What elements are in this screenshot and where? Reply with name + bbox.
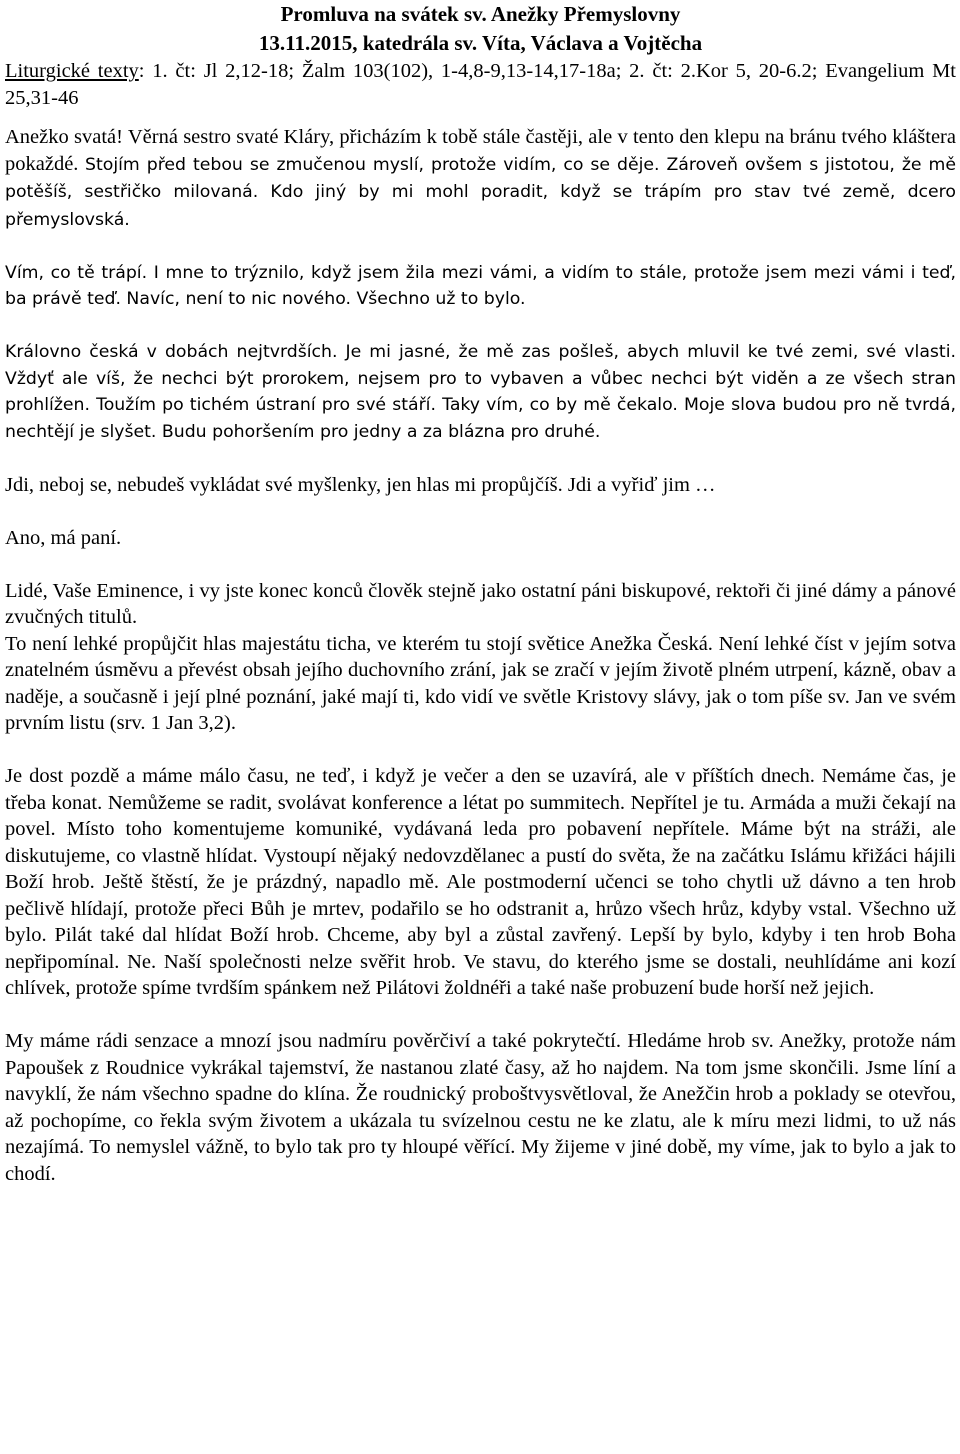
paragraph-7: Je dost pozdě a máme málo času, ne teď, i když je večer a den se uzavírá, ale v příštích dnech. Nemáme čas, je třeba konat. Nemůžeme se radit, svolávat konference a létat po summitech. Nepřítel je tu. Armáda a muži čekají na povel. Místo toho komentujeme komuniké, vydávaná leda pro pobavení nepřítele. Máme být na stráži, ale diskutujeme, co vlastně hlídat. Vystoupí nějaký nedovzdělanec a pustí do světa, že na začátku Islámu křižáci hájili Boží hrob. Ještě štěstí, že je prázdný, napadlo mě. Ale postmoderní učenci se toho chytli už dávno a ten hrob pečlivě hlídají, protože přeci Bůh je mrtev, podařilo se ho odstranit a, hrůzo všech hrůz, kdyby vstal. Všechno už bylo. Pilát také dal hlídat Boží hrob. Chceme, aby byl a zůstal zavřený. Lepší by bylo, kdyby i ten hrob Boha nepřipomínal. Ne. Naší společnosti nelze svěřit hrob. Ve stavu, do kterého jsme se dostali, neuhlídáme ani kozí chlívek, protože spíme tvrdším spánkem než Pilátovi žoldnéři a také naše probuzení bude horší než jejich.: [5, 765, 956, 999]
paragraph-2: Vím, co tě trápí. I mne to trýznilo, když jsem žila mezi vámi, a vidím to stále, protože jsem mezi vámi i teď, ba právě teď. Navíc, není to nic nového. Všechno už to bylo.: [5, 262, 956, 309]
paragraph-4: Jdi, neboj se, nebudeš vykládat své myšlenky, jen hlas mi propůjčíš. Jdi a vyřiď jim …: [5, 473, 716, 496]
paragraph-1-sans: Stojím před tebou se zmučenou myslí, protože vidím, co se děje. Zároveň ovšem s jistotou, že mě potěšíš, sestřičko milovaná. Kdo jiný by mi mohl poradit, když se trápím pro stav tvé země, dcero přemyslovská.: [5, 154, 956, 230]
paragraph-6b: To není lehké propůjčit hlas majestátu ticha, ve kterém tu stojí světice Anežka Česká. Není lehké číst v jejím sotva znatelném úsměvu a převést obsah jejího duchovního zrání, jak se zračí v jejím životě plném utrpení, kázně, obav a naděje, a současně i její plné poznání, jaké mají ti, kdo vidí ve světle Kristovy slávy, jak o tom píše sv. Jan ve svém prvním listu (srv. 1 Jan 3,2).: [5, 632, 956, 734]
paragraph-5: Ano, má paní.: [5, 526, 122, 549]
liturgy-label: Liturgické texty: [5, 60, 139, 82]
liturgy-text: : 1. čt: Jl 2,12-18; Žalm 103(102), 1-4,8-9,13-14,17-18a; 2. čt: 2.Kor 5, 20-6.2; Evangelium Mt 25,31-46: [5, 60, 956, 109]
paragraph-1-serif: Anežko svatá! Věrná sestro svaté Kláry, přicházím k tobě stále častěji, ale v tento den klepu na bránu tvého kláštera pokaždé.: [5, 126, 956, 175]
paragraph-8: My máme rádi senzace a mnozí jsou nadmíru pověrčiví a také pokrytečtí. Hledáme hrob sv. Anežky, protože nám Papoušek z Roudnice vykrákal tajemství, že nastanou zlaté časy, až ho najdem. Na tom jsme skončili. Jsme líní a navyklí, že nám všechno spadne do klína. Že roudnický proboštvysvětloval, že Anežčin hrob a poklady se otevřou, až pochopíme, co řekla svým životem a ukázala tu svízelnou cestu ne ke zlatu, ale k míru mezi lidmi, to už nás nezajímá. To nemyslel vážně, to bylo tak pro ty hloupé věřící. My žijeme v jiné době, my víme, jak to bylo a jak to chodí.: [5, 1030, 956, 1185]
title-line-1: Promluva na svátek sv. Anežky Přemyslovny: [280, 2, 681, 26]
paragraph-1: [5, 124, 956, 233]
paragraph-3: Královno česká v dobách nejtvrdších. Je mi jasné, že mě zas pošleš, abych mluvil ke tvé zemi, své vlasti. Vždyť ale víš, že nechci být prorokem, nejsem pro to vybaven a vůbec nechci být viděn a ze všech stran prohlížen. Toužím po tichém ústraní pro své stáří. Taky vím, co by mě čekalo. Moje slova budou pro ně tvrdá, nechtějí je slyšet. Budu pohoršením pro jedny a za blázna pro druhé.: [5, 342, 956, 442]
liturgical-texts: [5, 58, 956, 111]
document-title: [5, 0, 956, 58]
title-line-2: 13.11.2015, katedrála sv. Víta, Václava a Vojtěcha: [258, 31, 703, 55]
paragraph-6a: Lidé, Vaše Eminence, i vy jste konec konců člověk stejně jako ostatní páni biskupové, rektoři či jiné dámy a pánové zvučných titulů.: [5, 579, 956, 628]
